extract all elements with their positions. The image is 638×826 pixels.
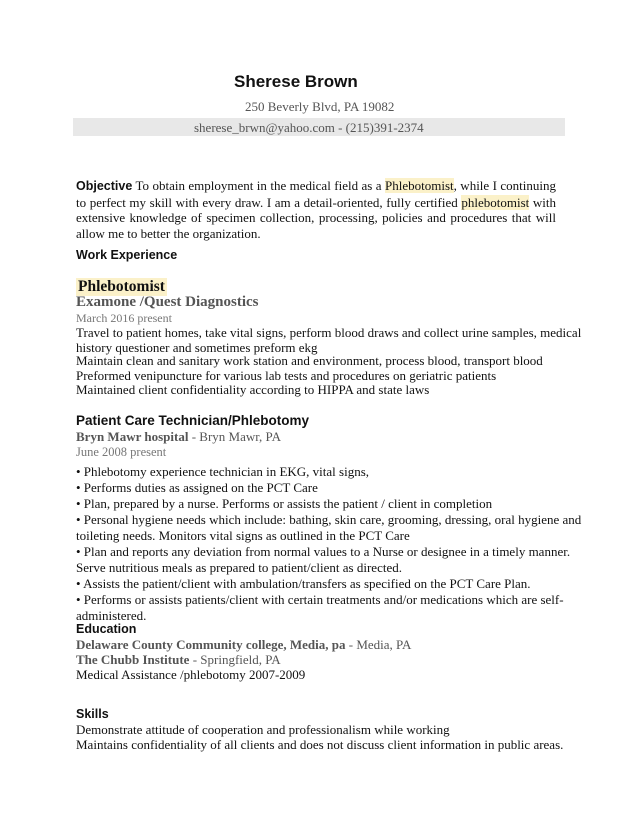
job2-line: • Performs duties as assigned on the PCT Care: [76, 480, 318, 495]
education-heading: Education: [76, 622, 137, 636]
skills-line: Maintains confidentiality of all clients and does not discuss client information in public areas.: [76, 737, 564, 752]
work-experience-heading: Work Experience: [76, 248, 178, 262]
objective-highlight-1: Phlebotomist: [385, 178, 454, 193]
school2-name: The Chubb Institute: [76, 652, 190, 667]
objective-label: Objective: [76, 179, 133, 193]
job2-employer: Bryn Mawr hospital: [76, 429, 189, 444]
job2-location: - Bryn Mawr, PA: [188, 429, 281, 444]
job1-company: Examone /Quest Diagnostics: [76, 294, 259, 310]
job1-line: Maintained client confidentiality according to HIPPA and state laws: [76, 382, 430, 397]
contact-info: sherese_brwn@yahoo.com - (215)391-2374: [194, 120, 424, 135]
job1-line: Preformed venipuncture for various lab tests and procedures on geriatric patients: [76, 368, 497, 383]
job2-employer-line: [76, 429, 281, 445]
school1-name: Delaware County Community college, Media, pa: [76, 637, 346, 652]
job2-line: • Personal hygiene needs which include: bathing, skin care, grooming, dressing, oral hygiene and: [76, 512, 582, 527]
objective-text-2: , while I continuing to perfect my skill with every draw. I am a detail-oriented, fully certified: [76, 178, 557, 210]
job2-line: Serve nutritious meals as prepared to patient/client as directed.: [76, 560, 402, 575]
job2-line: • Assists the patient/client with ambulation/transfers as specified on the PCT Care Plan.: [76, 576, 531, 591]
job1-line: history questioner and sometimes preform ekg: [76, 340, 318, 355]
job1-line: Maintain clean and sanitary work station and environment, process blood, transport blood: [76, 353, 543, 368]
job1-date: March 2016 present: [76, 311, 172, 325]
job2-date: June 2008 present: [76, 445, 167, 459]
objective-text-3: with extensive knowledge of specimen collection, processing, policies and procedures that will allow me to better the organization.: [76, 194, 556, 241]
job1-title: Phlebotomist: [78, 278, 165, 295]
objective-highlight-2: phlebotomist: [461, 194, 530, 210]
school2-location: - Springfield, PA: [189, 652, 281, 667]
skills-line: Demonstrate attitude of cooperation and professionalism while working: [76, 722, 450, 737]
school1-location: - Media, PA: [345, 637, 412, 652]
job2-line: • Performs or assists patients/client with certain treatments and/or medications which are self-: [76, 592, 564, 607]
job1-line: Travel to patient homes, take vital signs, perform blood draws and collect urine samples, medical: [76, 325, 582, 340]
job2-title: Patient Care Technician/Phlebotomy: [76, 413, 310, 428]
objective-text-1: To obtain employment in the medical field as a: [132, 178, 385, 193]
education-school2: [76, 652, 281, 668]
resume-name: Sherese Brown: [234, 72, 358, 91]
job2-line: toileting needs. Monitors vital signs as outlined in the PCT Care: [76, 528, 410, 543]
skills-heading: Skills: [76, 707, 109, 721]
job2-line: • Plan and reports any deviation from normal values to a Nurse or designee in a timely manner.: [76, 544, 571, 559]
education-program: Medical Assistance /phlebotomy 2007-2009: [76, 667, 306, 682]
job2-line: administered.: [76, 608, 147, 623]
address: 250 Beverly Blvd, PA 19082: [245, 99, 395, 114]
job2-line: • Plan, prepared by a nurse. Performs or assists the patient / client in completion: [76, 496, 493, 511]
objective-paragraph: [76, 178, 556, 241]
education-school1: [76, 637, 411, 653]
job2-line: • Phlebotomy experience technician in EKG, vital signs,: [76, 464, 370, 479]
